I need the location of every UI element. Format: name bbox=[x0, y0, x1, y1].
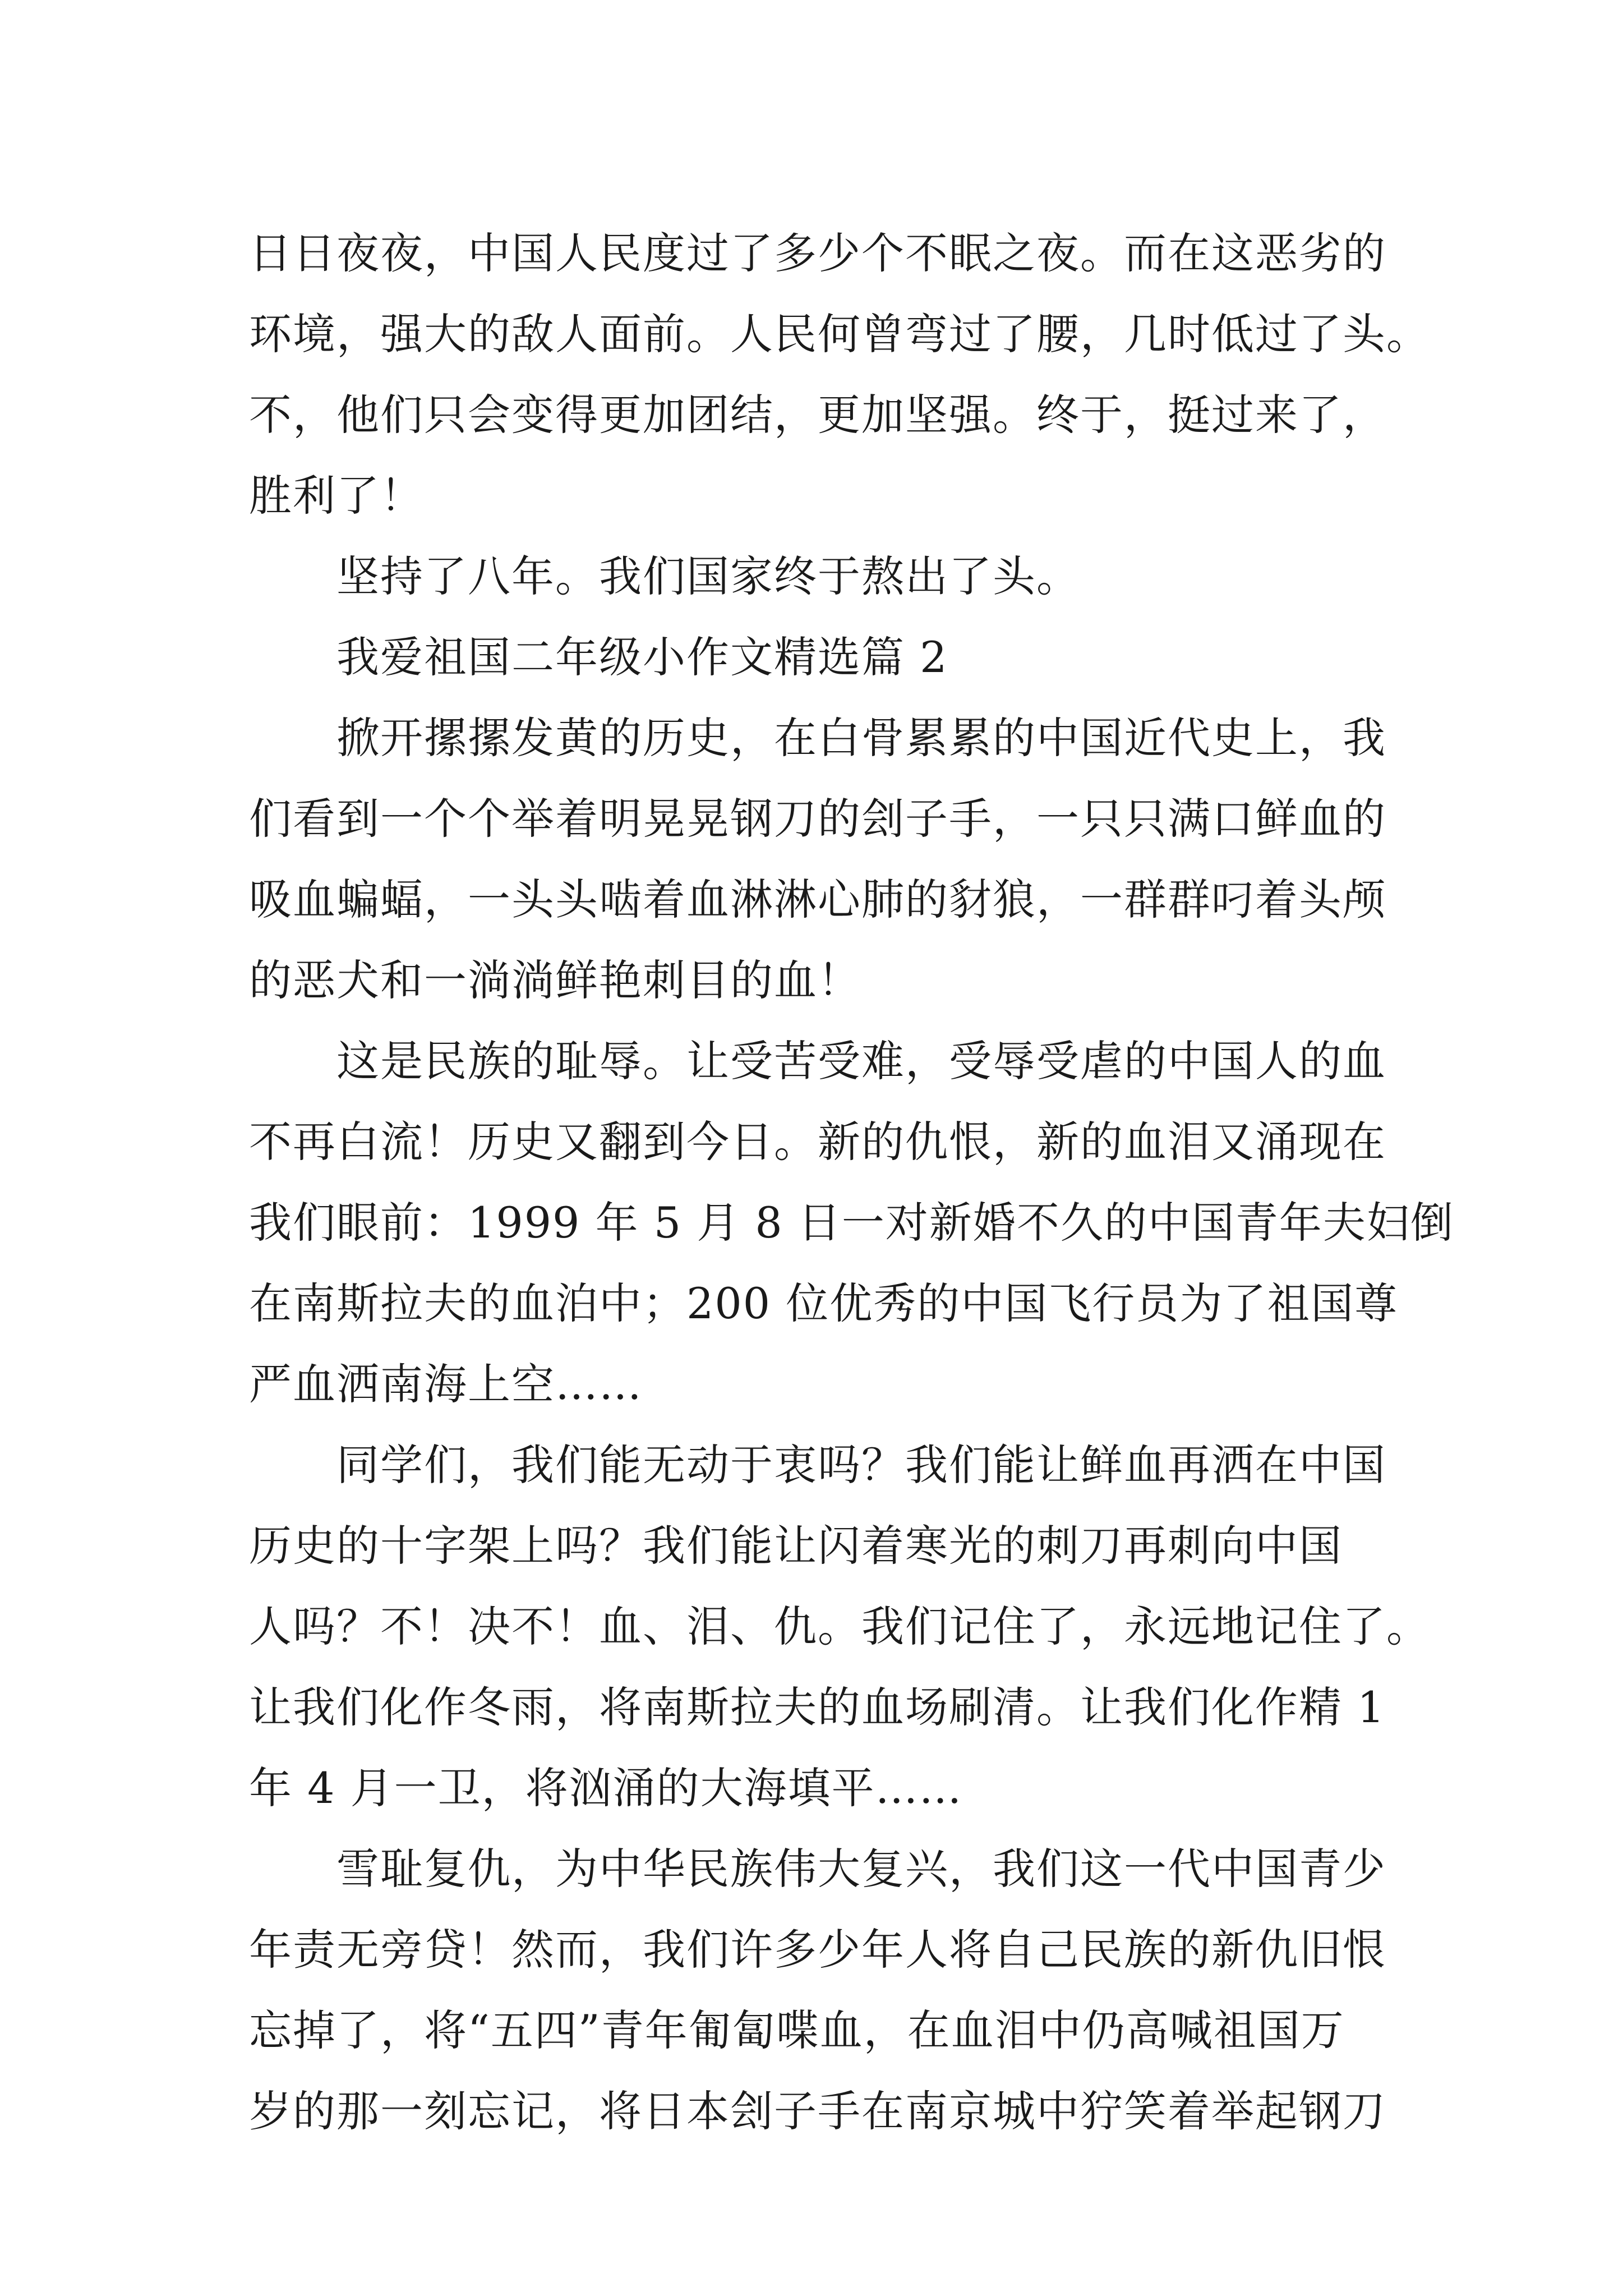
text-line: 年责无旁贷！然而，我们许多少年人将自己民族的新仇旧恨 bbox=[249, 1925, 1386, 1975]
text-line: 同学们，我们能无动于衷吗？我们能让鲜血再洒在中国 bbox=[249, 1440, 1386, 1490]
text-line: 雪耻复仇，为中华民族伟大复兴，我们这一代中国青少 bbox=[249, 1844, 1386, 1894]
text-line: 不，他们只会变得更加团结，更加坚强。终于，挺过来了， bbox=[249, 390, 1386, 440]
text-line: 掀开摞摞发黄的历史，在白骨累累的中国近代史上，我 bbox=[249, 713, 1386, 763]
text-line: 们看到一个个举着明晃晃钢刀的刽子手，一只只满口鲜血的 bbox=[249, 794, 1386, 844]
text-line: 的恶犬和一淌淌鲜艳刺目的血！ bbox=[249, 955, 861, 1005]
text-line: 这是民族的耻辱。让受苦受难，受辱受虐的中国人的血 bbox=[249, 1036, 1386, 1086]
text-line: 历史的十字架上吗？我们能让闪着寒光的刺刀再刺向中国 bbox=[249, 1521, 1343, 1571]
essay-heading: 我爱祖国二年级小作文精选篇 2 bbox=[249, 632, 948, 682]
text-line: 在南斯拉夫的血泊中；200 位优秀的中国飞行员为了祖国尊 bbox=[249, 1278, 1399, 1328]
text-line: 让我们化作冬雨，将南斯拉夫的血场刷清。让我们化作精 1 bbox=[249, 1682, 1386, 1732]
text-line: 坚持了八年。我们国家终于熬出了头。 bbox=[249, 551, 1080, 601]
text-line: 吸血蝙蝠，一头头啮着血淋淋心肺的豺狼，一群群叼着头颅 bbox=[249, 875, 1386, 924]
text-line: 人吗？不！决不！血、泪、仇。我们记住了，永远地记住了。 bbox=[249, 1602, 1430, 1651]
text-line: 胜利了！ bbox=[249, 471, 424, 521]
text-line: 岁的那一刻忘记，将日本刽子手在南京城中狞笑着举起钢刀 bbox=[249, 2086, 1386, 2136]
text-line: 环境，强大的敌人面前。人民何曾弯过了腰，几时低过了头。 bbox=[249, 309, 1430, 359]
text-line: 日日夜夜，中国人民度过了多少个不眠之夜。而在这恶劣的 bbox=[249, 228, 1386, 278]
text-line: 我们眼前：1999 年 5 月 8 日一对新婚不久的中国青年夫妇倒 bbox=[249, 1198, 1454, 1248]
essay-text bbox=[249, 213, 1454, 2152]
text-line: 不再白流！历史又翻到今日。新的仇恨，新的血泪又涌现在 bbox=[249, 1117, 1386, 1167]
text-line: 忘掉了，将“五四”青年匍匐喋血，在血泪中仍高喊祖国万 bbox=[249, 2005, 1345, 2055]
text-line: 年 4 月一卫，将汹涌的大海填平…… bbox=[249, 1763, 963, 1813]
text-line: 严血洒南海上空…… bbox=[249, 1359, 643, 1409]
